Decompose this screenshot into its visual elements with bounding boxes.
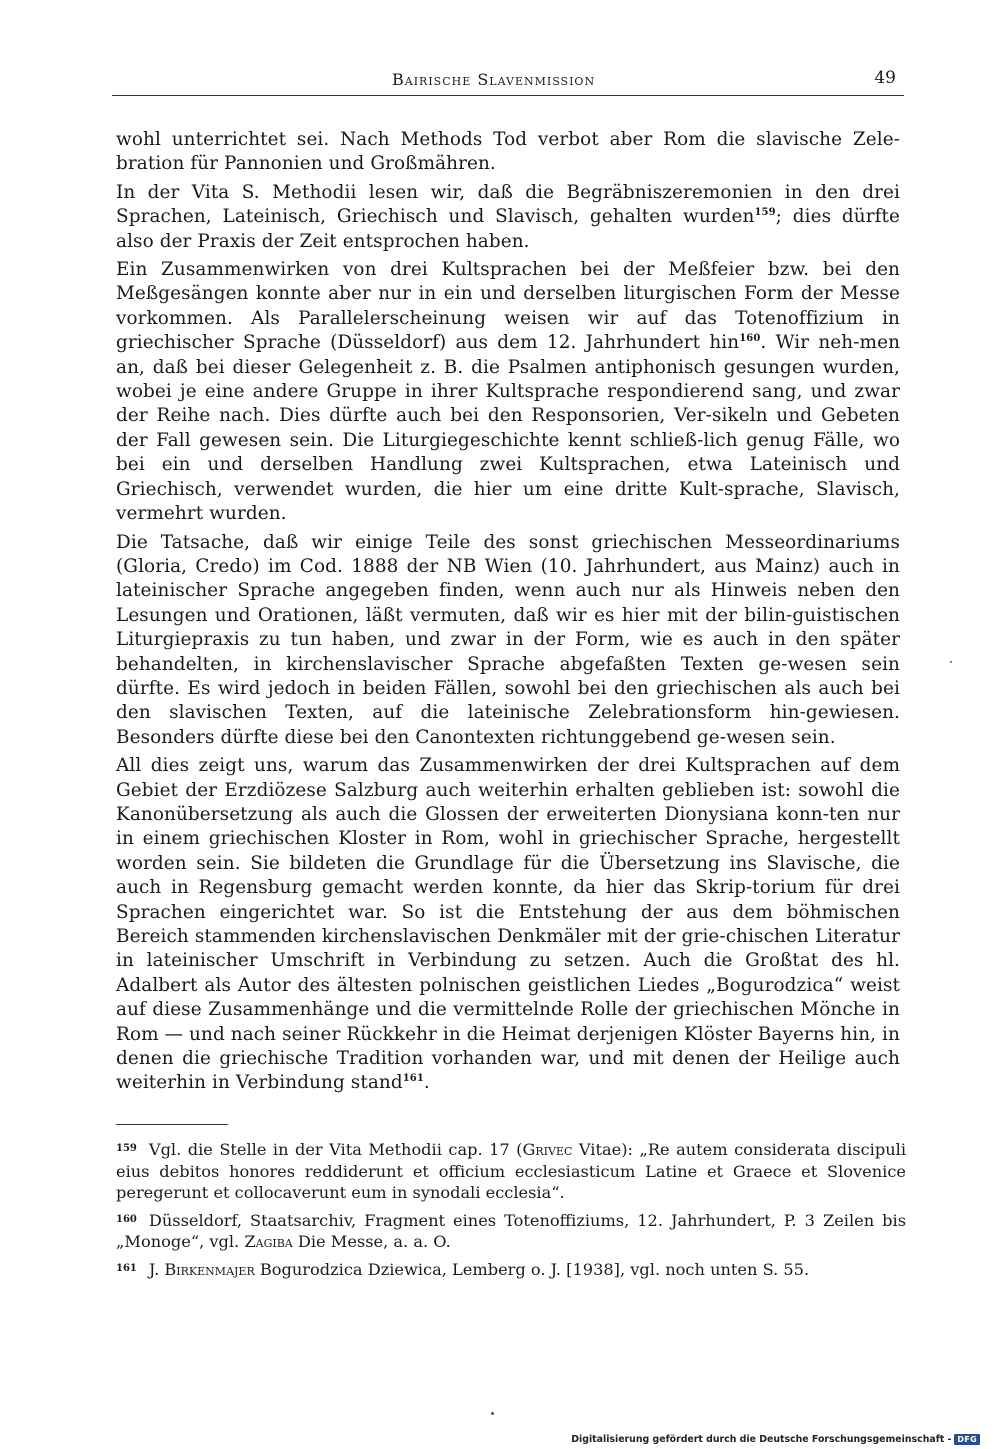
footnotes [116,1138,906,1286]
paragraph: Ein Zusammenwirken von drei Kultsprachen bei der Meßfeier bzw. bei den Meßgesängen konnte aber nur in ein und derselben liturgischen Form der Messe vorkommen. Als Parallelerscheinung weisen wir auf das Totenoffizium in griechischer Sprache (Düsseldorf) aus dem 12. Jahrhundert hin$^{160}$. Wir neh-men an, daß bei dieser Gelegenheit z. B. die Psalmen antiphonisch gesungen wurden, wobei je eine andere Gruppe in ihrer Kultsprache respondierend sang, und zwar der Reihe nach. Dies dürfte auch bei den Responsorien, Ver-sikeln und Gebeten der Fall gewesen sein. Die Liturgiegeschichte kennt schließ-lich genug Fälle, wo bei ein und derselben Handlung zwei Kultsprachen, etwa Lateinisch und Griechisch, verwendet wurden, die hier um eine dritte Kult-sprache, Slavisch, vermehrt wurden. [116,259,901,525]
header-rule [112,95,904,96]
scan-speck [950,661,952,663]
footnote: $^{159}$ Vgl. die Stelle in der Vita Methodii cap. 17 (Grivec Vitae): „Re autem considerata discipuli eius debitos honores reddiderunt et officium ecclesiasticum Latine et Graece et Slovenice peregerunt et collocaverunt eum in synodali ecclesia“. [116,1140,906,1203]
paragraph: All dies zeigt uns, warum das Zusammenwirken der drei Kultsprachen auf dem Gebiet der Erzdiözese Salzburg auch weiterhin erhalten geblieben ist: sowohl die Kanonübersetzung als auch die Glossen der erweiterten Dionysiana konn-ten nur in einem griechischen Kloster in Rom, wohl in griechischer Sprache, hergestellt worden sein. Sie bildeten die Grundlage für die Übersetzung ins Slavische, die auch in Regensburg gemacht werden konnte, da hier das Skrip-torium für drei Sprachen eingerichtet war. So ist die Entstehung der aus dem böhmischen Bereich stammenden kirchenslavischen Denkmäler mit der grie-chischen Literatur in lateinischer Umschrift in Verbindung zu setzen. Auch die Großtat des hl. Adalbert als Autor des ältesten polnischen geistlichen Liedes „Bogurodzica“ weist auf diese Zusammenhänge und die vermittelnde Rolle der griechischen Mönche in Rom — und nach seiner Rückkehr in die Heimat derjenigen Klöster Bayerns hin, in denen die griechische Tradition vorhanden war, und mit denen der Heilige auch weiterhin in Verbindung stand$^{161}$. [116,755,900,1094]
scan-speck [491,1412,494,1415]
footnote-number: 161 [116,1262,137,1274]
footnote-ref: 159 [754,207,776,219]
footnote-rule [116,1124,228,1125]
footnote: $^{160}$ Düsseldorf, Staatsarchiv, Fragment eines Totenoffiziums, 12. Jahrhundert, P. 3 Zeilen bis „Monoge“, vgl. Zagiba Die Messe, a. a. O. [116,1210,906,1252]
credit-text: Digitalisierung gefördert durch die Deutsche Forschungsgemeinschaft - [571,1433,952,1445]
running-header [112,70,904,92]
dfg-logo: DFG [954,1434,980,1445]
paragraph: In der Vita S. Methodii lesen wir, daß die Begräbniszeremonien in den drei Sprachen, Lateinisch, Griechisch und Slavisch, gehalten wurden$^{159}$; dies dürfte also der Praxis der Zeit entsprochen haben. [116,181,900,252]
footnote-ref: 160 [739,333,761,345]
body-text [116,128,900,1100]
running-title: Bairische Slavenmission [392,70,596,89]
paragraph: Die Tatsache, daß wir einige Teile des sonst griechischen Messeordinariums (Gloria, Credo) im Cod. 1888 der NB Wien (10. Jahrhundert, aus Mainz) auch in lateinischer Sprache angegeben finden, wenn auch nur als Hinweis neben den Lesungen und Orationen, läßt vermuten, daß wir es hier mit der bilin-guistischen Liturgiepraxis zu tun haben, und zwar in der Form, wie es auch in den später behandelten, in kirchenslavischer Sprache abgefaßten Texten ge-wesen sein dürfte. Es wird jedoch in beiden Fällen, sowohl bei den griechischen als auch bei den slavischen Texten, auf die lateinische Zelebrationsform hin-gewiesen. Besonders dürfte diese bei den Canontexten richtunggebend ge-wesen sein. [116,531,900,748]
footnote-number: 159 [116,1143,137,1154]
footnote: $^{161}$ J. Birkenmajer Bogurodzica Dziewica, Lemberg o. J. [1938], vgl. noch unten S. 55. [116,1259,810,1279]
page-number: 49 [874,68,896,88]
footnote-number: 160 [116,1213,137,1225]
paragraph: wohl unterrichtet sei. Nach Methods Tod verbot aber Rom die slavische Zele-bration für Pannonien und Großmähren. [116,129,900,175]
footnote-ref: 161 [402,1073,424,1085]
digitization-credit [571,1432,980,1446]
